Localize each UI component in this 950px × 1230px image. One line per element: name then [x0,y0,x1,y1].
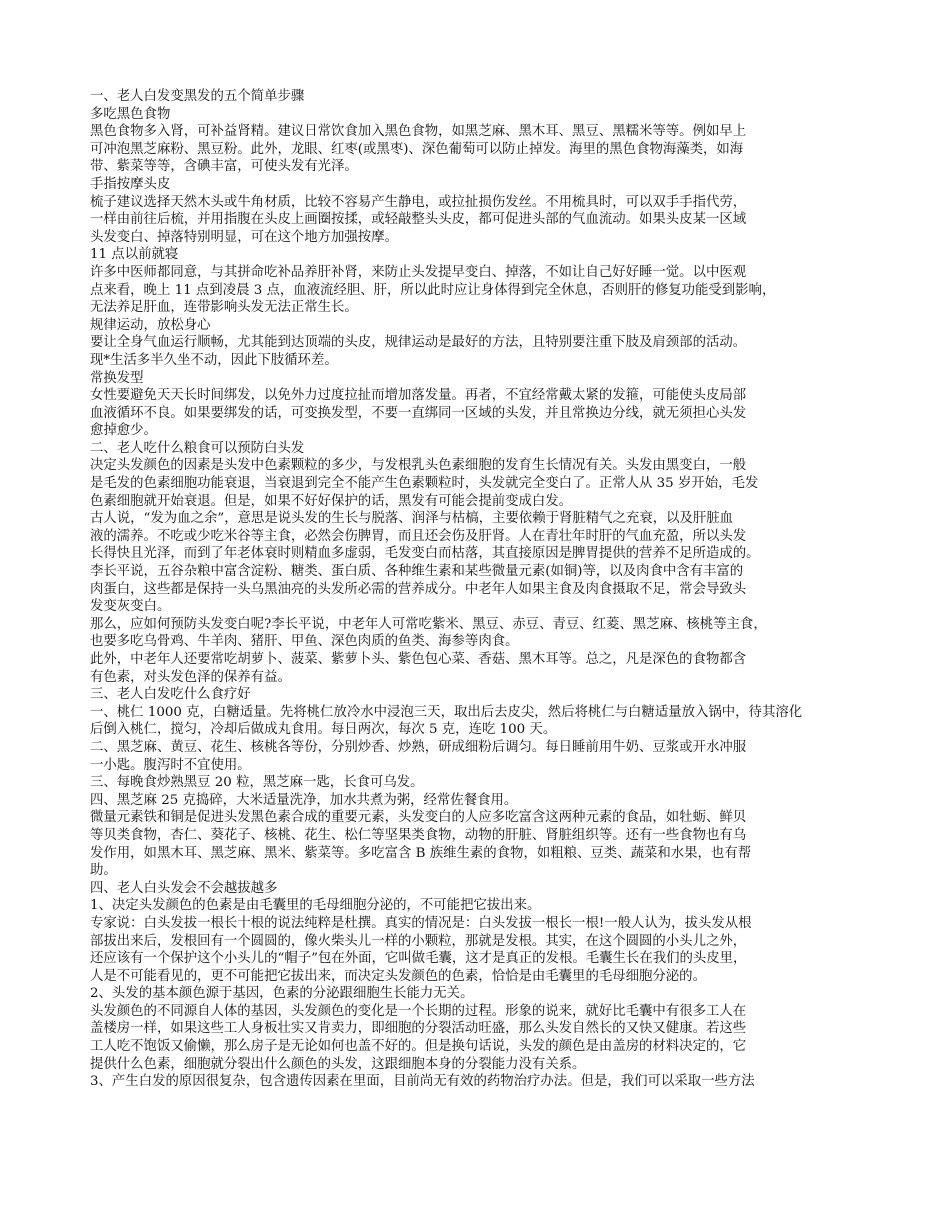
text-line: 许多中医师都同意，与其拼命吃补品养肝补肾，来防止头发提早变白、掉落，不如让自己好好睡一觉。以中医观 [90,264,747,280]
text-line: 一、老人白发变黑发的五个简单步骤 [90,89,305,104]
text-line: 部拔出来后，发根回有一个圆圆的，像火柴头儿一样的小颗粒，那就是发根。其实，在这个圆圆的小头儿之外， [90,933,747,949]
text-line: 可冲泡黑芝麻粉、黑豆粉。此外，龙眼、红枣(或黑枣)、深色葡萄可以防止掉发。海里的黑色食物海藻类，如海 [90,141,744,157]
text-line: 头发颜色的不同源自人体的基因，头发颜色的变化是一个长期的过程。形象的说来，就好比毛囊中有很多工人在 [90,1003,747,1019]
text-line: 此外，中老年人还要常吃胡萝卜、菠菜、紫萝卜头、紫色包心菜、香菇、黑木耳等。总之，凡是深色的食物都含 [90,652,747,667]
text-line: 常换发型 [90,370,144,386]
text-line: 女性要避免天天长时间绑发，以免外力过度拉扯而增加落发量。再者，不宜经常戴太紧的发箍，可能使头皮局部 [90,388,747,404]
text-line: 三、每晚食炒熟黑豆 20 粒，黑芝麻一匙，长食可乌发。 [90,775,424,791]
text-line: 规律运动，放松身心 [90,317,211,333]
text-line: 黑色食物多入肾，可补益肾精。建议日常饮食加入黑色食物，如黑芝麻、黑木耳、黑豆、黑糯米等等。例如早上 [90,124,747,140]
text-line: 11 点以前就寝 [90,247,179,263]
text-line: 提供什么色素，细胞就分裂出什么颜色的头发，这跟细胞本身的分裂能力没有关系。 [90,1056,586,1072]
text-line: 一小匙。腹泻时不宜使用。 [90,757,251,773]
text-line: 是毛发的色素细胞功能衰退，当衰退到完全不能产生色素颗粒时，头发就完全变白了。正常人从 35 岁开始，毛发 [90,476,759,492]
text-line: 也要多吃乌骨鸡、牛羊肉、猪肝、甲鱼、深色肉质的鱼类、海参等肉食。 [90,634,519,650]
text-line: 那么，应如何预防头发变白呢?李长平说，中老年人可常吃紫米、黑豆、赤豆、青豆、红菱、黑芝麻、核桃等主食， [90,616,767,632]
text-line: 二、老人吃什么粮食可以预防白头发 [90,440,305,456]
text-line: 工人吃不饱饭又偷懒，那么房子是无论如何也盖不好的。但是换句话说，头发的颜色是由盖房的材料决定的，它 [90,1039,747,1055]
text-line: 色素细胞就开始衰退。但是，如果不好好保护的话，黑发有可能会提前变成白发。 [90,493,573,509]
text-line: 李长平说，五谷杂粮中富含淀粉、糖类、蛋白质、各种维生素和某些微量元素(如铜)等，以及肉食中含有丰富的 [90,564,744,580]
text-line: 盖楼房一样，如果这些工人身板壮实又肯卖力，即细胞的分裂活动旺盛，那么头发自然长的又快又健康。若这些 [90,1021,747,1037]
text-line: 一样由前往后梳，并用指腹在头皮上画圈按揉，或轻敲整头头皮，都可促进头部的气血流动。如果头皮某一区域 [90,212,747,228]
text-line: 头发变白、掉落特别明显，可在这个地方加强按摩。 [90,229,398,245]
text-line: 肉蛋白，这些都是保持一头乌黑油亮的头发所必需的营养成分。中老年人如果主食及肉食摄取不足，常会导致头 [90,581,747,597]
text-line: 要让全身气血运行顺畅，尤其能到达顶端的头皮，规律运动是最好的方法，且特别要注重下肢及肩颈部的活动。 [90,335,747,351]
text-line: 后倒入桃仁，搅匀，冷却后做成丸食用。每日两次，每次 5 克，连吃 100 天。 [90,722,557,738]
text-line: 专家说：白头发拔一根长十根的说法纯粹是杜撰。真实的情况是：白头发拔一根长一根!一般人认为，拔头发从根 [90,915,752,931]
text-line: 3、产生白发的原因很复杂，包含遗传因素在里面，目前尚无有效的药物治疗办法。但是，我们可以采取一些方法 [90,1074,755,1090]
text-line: 梳子建议选择天然木头或牛角材质，比较不容易产生静电，或拉扯损伤发丝。不用梳具时，可以双手手指代劳， [90,194,747,210]
text-line: 四、老人白头发会不会越拔越多 [90,880,278,896]
text-line: 微量元素铁和铜是促进头发黑色素合成的重要元素，头发变白的人应多吃富含这两种元素的食品，如牡蛎、鲜贝 [90,810,747,826]
text-line: 决定头发颜色的因素是头发中色素颗粒的多少，与发根乳头色素细胞的发育生长情况有关。头发由黑变白，一般 [90,458,747,474]
text-line: 二、黑芝麻、黄豆、花生、核桃各等份，分别炒香、炒熟，研成细粉后调匀。每日睡前用牛奶、豆浆或开水冲服 [90,739,747,755]
text-line: 四、黑芝麻 25 克捣碎，大米适量洗净，加水共煮为粥，经常佐餐食用。 [90,792,518,808]
text-line: 液的濡养。不吃或少吃米谷等主食，必然会伤脾胃，而且还会伤及肝肾。人在青壮年时肝的气血充盈，所以头发 [90,528,747,544]
text-line: 点来看，晚上 11 点到凌晨 3 点，血液流经胆、肝，所以此时应让身体得到完全休息，否则肝的修复功能受到影响， [90,282,776,298]
text-line: 助。 [90,863,117,879]
text-line: 1、决定头发颜色的色素是由毛囊里的毛母细胞分泌的，不可能把它拔出来。 [90,898,541,914]
text-line: 一、桃仁 1000 克，白糖适量。先将桃仁放冷水中浸泡三天，取出后去皮尖，然后将桃仁与白糖适量放入锅中，待其溶化 [90,704,803,720]
text-line: 手指按摩头皮 [90,176,171,192]
text-line: 血液循环不良。如果要绑发的话，可变换发型，不要一直绑同一区域的头发，并且常换边分线，就无须担心头发 [90,405,747,421]
text-line: 2、头发的基本颜色源于基因，色素的分泌跟细胞生长能力无关。 [90,986,474,1002]
text-line: 多吃黑色食物 [90,106,171,122]
text-line: 人是不可能看见的，更不可能把它拔出来，而决定头发颜色的色素，恰恰是由毛囊里的毛母细胞分泌的。 [90,968,706,984]
text-line: 现*生活多半久坐不动，因此下肢循环差。 [90,352,338,368]
text-line: 发变灰变白。 [90,599,171,615]
text-line: 长得快且光泽，而到了年老体衰时则精血多虚弱，毛发变白而枯落，其直接原因是脾胃提供的营养不足所造成的。 [90,546,760,562]
text-line: 三、老人白发吃什么食疗好 [90,687,251,703]
text-line: 发作用，如黑木耳、黑芝麻、黑米、紫菜等。多吃富含 B 族维生素的食物，如粗粮、豆类、蔬菜和水果，也有帮 [90,845,752,861]
text-line: 无法养足肝血，连带影响头发无法正常生长。 [90,300,358,316]
text-line: 等贝类食物，杏仁、葵花子、核桃、花生、松仁等坚果类食物，动物的肝脏、肾脏组织等。还有一些食物也有乌 [90,827,747,843]
text-line: 有色素，对头发色泽的保养有益。 [90,669,291,685]
text-line: 带、紫菜等等，含碘丰富，可使头发有光泽。 [90,159,358,175]
text-line: 愈掉愈少。 [90,423,157,439]
text-line: 古人说，“发为血之余”，意思是说头发的生长与脱落、润泽与枯槁，主要依赖于肾脏精气之充衰，以及肝脏血 [90,511,734,527]
text-line: 还应该有一个保护这个小头儿的“帽子”包在外面，它叫做毛囊，这才是真正的发根。毛囊生长在我们的头皮里， [90,951,747,967]
